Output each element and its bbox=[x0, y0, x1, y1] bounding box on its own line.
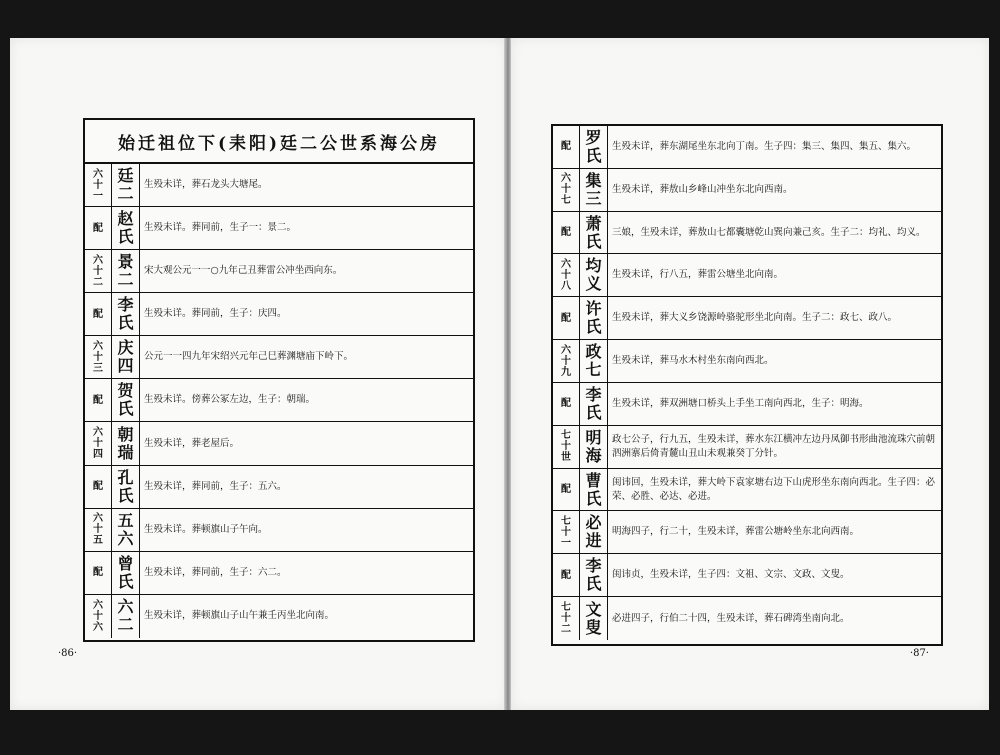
description-cell: 生殁未详，葬顿旗山子山午兼壬丙坐北向南。 bbox=[144, 610, 335, 622]
generation-cell: 六 十 一 bbox=[85, 164, 112, 206]
generation-cell: 六 十 九 bbox=[553, 340, 580, 382]
description-cell: 生殁未详，葬同前，生子：五六。 bbox=[144, 480, 287, 492]
description-cell: 政七公子，行九五，生殁未详，葬水东江横冲左边丹凤御书形曲池流珠穴前朝泗洲寨后倚青麓山丑山未观兼癸丁分针。 bbox=[612, 433, 936, 459]
description-cell: 生殁未详，葬同前，生子：六二。 bbox=[144, 566, 287, 578]
table-rows bbox=[553, 126, 941, 640]
left-page bbox=[10, 38, 507, 710]
description-cell: 生殁未详，葬石龙头大塘尾。 bbox=[144, 179, 268, 191]
table-row bbox=[553, 254, 941, 297]
table-row bbox=[553, 297, 941, 340]
description-cell: 生殁未详。傍葬公冢左边，生子：朝瑞。 bbox=[144, 394, 316, 406]
description-cell: 生殁未详，行八五，葬雷公塘坐北向南。 bbox=[612, 269, 784, 281]
generation-cell: 六 十 七 bbox=[553, 169, 580, 211]
generation-cell: 配 bbox=[85, 552, 112, 594]
description-cell: 生殁未详，葬马水木村坐东南向西北。 bbox=[612, 355, 774, 367]
table-row bbox=[553, 597, 941, 640]
table-row bbox=[85, 164, 473, 207]
name-cell: 明 海 bbox=[580, 426, 608, 468]
table-row bbox=[85, 207, 473, 250]
table-row bbox=[85, 336, 473, 379]
generation-cell: 配 bbox=[553, 383, 580, 425]
generation-cell: 六 十 五 bbox=[85, 509, 112, 551]
genealogy-table-right bbox=[551, 124, 943, 646]
generation-cell: 配 bbox=[553, 469, 580, 511]
generation-cell: 七 十 二 bbox=[553, 597, 580, 640]
generation-cell: 配 bbox=[553, 554, 580, 596]
page-number-right: ·87· bbox=[909, 648, 929, 659]
generation-cell: 配 bbox=[553, 297, 580, 339]
name-cell: 孔 氏 bbox=[112, 466, 140, 508]
table-row bbox=[553, 511, 941, 554]
description-cell: 闺讳回，生殁未详，葬大岭下袁家塘右边下山虎形坐东南向西北。生子四：必荣、必胜、必达、必进。 bbox=[612, 476, 936, 502]
generation-cell: 六 十 二 bbox=[85, 250, 112, 292]
generation-cell: 配 bbox=[85, 293, 112, 335]
description-cell: 生殁未详，葬东湖尾坐东北向丁南。生子四：集三、集四、集五、集六。 bbox=[612, 140, 917, 152]
name-cell: 文 叟 bbox=[580, 597, 608, 640]
description-cell: 生殁未详，葬敖山乡峰山冲坐东北向西南。 bbox=[612, 183, 793, 195]
name-cell: 赵 氏 bbox=[112, 207, 140, 249]
name-cell: 李 氏 bbox=[580, 554, 608, 596]
table-row bbox=[85, 293, 473, 336]
generation-cell: 六 十 八 bbox=[553, 254, 580, 296]
name-cell: 贺 氏 bbox=[112, 379, 140, 421]
description-cell: 生殁未详。葬顿旗山子午向。 bbox=[144, 523, 268, 535]
table-row bbox=[85, 250, 473, 293]
right-page bbox=[510, 38, 989, 710]
description-cell: 闺讳贞，生殁未详，生子四：文祖、文宗、文政、文叟。 bbox=[612, 569, 850, 581]
table-row bbox=[85, 509, 473, 552]
name-cell: 集 三 bbox=[580, 169, 608, 211]
name-cell: 五 六 bbox=[112, 509, 140, 551]
name-cell: 李 氏 bbox=[112, 293, 140, 335]
page-number-left: ·86· bbox=[58, 648, 78, 659]
name-cell: 萧 氏 bbox=[580, 212, 608, 254]
table-row bbox=[85, 595, 473, 638]
name-cell: 曹 氏 bbox=[580, 469, 608, 511]
generation-cell: 配 bbox=[85, 379, 112, 421]
name-cell: 庆 四 bbox=[112, 336, 140, 378]
generation-cell: 六 十 三 bbox=[85, 336, 112, 378]
name-cell: 景 二 bbox=[112, 250, 140, 292]
genealogy-table-left bbox=[83, 118, 475, 642]
name-cell: 罗 氏 bbox=[580, 126, 608, 168]
table-row bbox=[553, 340, 941, 383]
description-cell: 明海四子，行二十，生殁未详，葬雷公塘岭坐东北向西南。 bbox=[612, 526, 860, 538]
table-row bbox=[85, 379, 473, 422]
table-row bbox=[85, 466, 473, 509]
table-row bbox=[553, 212, 941, 255]
name-cell: 李 氏 bbox=[580, 383, 608, 425]
description-cell: 三娘，生殁未详，葬敖山七都囊塘乾山巽向兼己亥。生子二：均礼、均义。 bbox=[612, 226, 926, 238]
name-cell: 许 氏 bbox=[580, 297, 608, 339]
generation-cell: 配 bbox=[85, 466, 112, 508]
table-row bbox=[553, 126, 941, 169]
description-cell: 必进四子，行伯二十四，生殁未详，葬石碑湾坐南向北。 bbox=[612, 612, 850, 624]
name-cell: 均 义 bbox=[580, 254, 608, 296]
generation-cell: 配 bbox=[85, 207, 112, 249]
name-cell: 朝 瑞 bbox=[112, 422, 140, 464]
table-row bbox=[85, 422, 473, 465]
table-row bbox=[85, 552, 473, 595]
generation-cell: 七 十 世 bbox=[553, 426, 580, 468]
generation-cell: 六 十 四 bbox=[85, 422, 112, 464]
description-cell: 生殁未详。葬同前，生子一：景二。 bbox=[144, 222, 297, 234]
table-row bbox=[553, 469, 941, 512]
table-row bbox=[553, 383, 941, 426]
name-cell: 政 七 bbox=[580, 340, 608, 382]
generation-cell: 七 十 一 bbox=[553, 511, 580, 553]
generation-cell: 配 bbox=[553, 212, 580, 254]
generation-cell: 六 十 六 bbox=[85, 595, 112, 638]
description-cell: 宋大观公元一一○九年己丑葬雷公冲坐西向东。 bbox=[144, 265, 343, 277]
description-cell: 公元一一四九年宋绍兴元年己巳葬渊塘庙下岭下。 bbox=[144, 351, 354, 363]
table-row bbox=[553, 169, 941, 212]
description-cell: 生殁未详。葬同前，生子：庆四。 bbox=[144, 308, 287, 320]
description-cell: 生殁未详，葬双洲塘口桥头上手坐工南向西北，生子：明海。 bbox=[612, 397, 869, 409]
name-cell: 曾 氏 bbox=[112, 552, 140, 594]
table-rows bbox=[85, 164, 473, 638]
table-row bbox=[553, 554, 941, 597]
table-title: 始迁祖位下(耒阳)廷二公世系海公房 bbox=[85, 120, 473, 164]
description-cell: 生殁未详，葬大义乡饶源岭骆驼形坐北向南。生子二：政七、政八。 bbox=[612, 312, 898, 324]
name-cell: 廷 二 bbox=[112, 164, 140, 206]
table-row bbox=[553, 426, 941, 469]
open-book bbox=[10, 38, 988, 710]
name-cell: 六 二 bbox=[112, 595, 140, 638]
name-cell: 必 进 bbox=[580, 511, 608, 553]
description-cell: 生殁未详，葬老屋后。 bbox=[144, 437, 240, 449]
generation-cell: 配 bbox=[553, 126, 580, 168]
